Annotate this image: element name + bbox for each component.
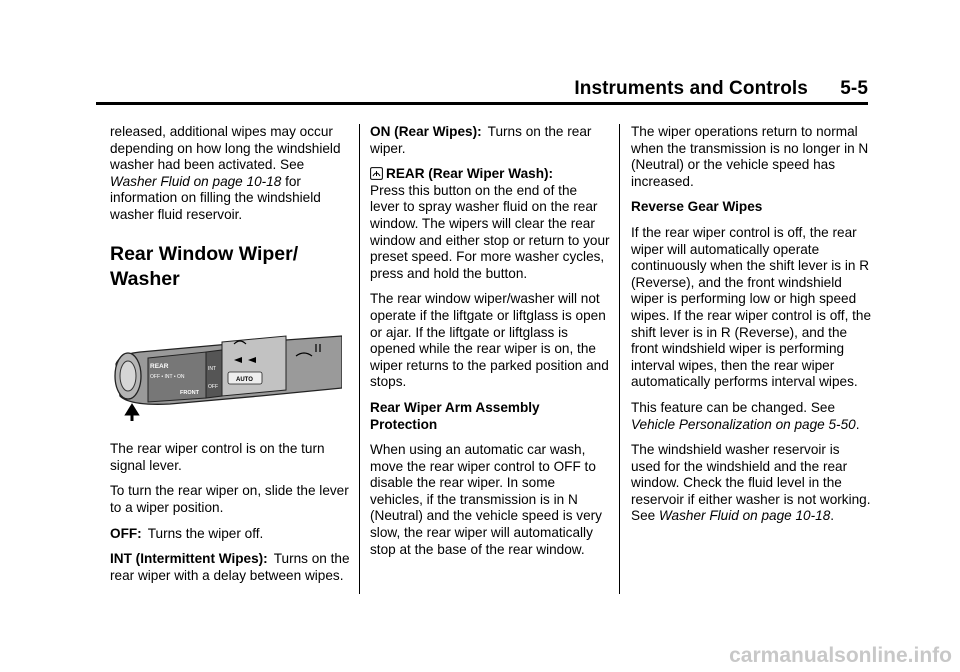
definition-on: ON (Rear Wipes): Turns on the rear wiper. bbox=[370, 124, 592, 156]
column-3 bbox=[631, 124, 871, 534]
definition-off: OFF: Turns the wiper off. bbox=[110, 525, 264, 541]
figure-label-positions: OFF • INT • ON bbox=[150, 373, 185, 380]
paragraph: When using an automatic car wash, move the rear wiper control to OFF to disable the rear wiper. In some vehicles, if the transmission is in N (Neutral) and the vehicle speed is very slow, the rear wiper will automatically stop at the base of the rear window. bbox=[370, 442, 602, 557]
paragraph: The rear wiper control is on the turn signal lever. bbox=[110, 441, 325, 473]
figure-label-off: OFF bbox=[208, 383, 218, 390]
cross-reference-link[interactable]: Washer Fluid on page 10-18 bbox=[110, 173, 282, 189]
subheading: Rear Wiper Arm Assembly Protection bbox=[370, 399, 540, 432]
definition-rear: REAR (Rear Wiper Wash): Press this button on the end of the lever to spray washer fluid on the rear window. The wipers will clear the rear window and either stop or return to your preset speed. For more washer cycles, press and hold the button. bbox=[370, 166, 610, 281]
wiper-lever-figure bbox=[110, 326, 342, 421]
cross-reference-link[interactable]: Washer Fluid on page 10-18 bbox=[658, 508, 831, 524]
page-number: 5-5 bbox=[840, 78, 868, 99]
paragraph: released, additional wipes may occur depending on how long the windshield washer had been activated. See Washer Fluid on page 10-18 for information on filling the windshield washer fluid reservoir. bbox=[110, 124, 341, 222]
figure-label-front: FRONT bbox=[180, 389, 199, 396]
section-title: Rear Window Wiper/ Washer bbox=[110, 242, 299, 290]
column-divider-2 bbox=[619, 124, 620, 594]
paragraph: This feature can be changed. See Vehicle Personalization on page 5-50. bbox=[631, 399, 860, 432]
column-1 bbox=[110, 124, 350, 593]
header-rule bbox=[96, 102, 868, 105]
definition-int: INT (Intermittent Wipes): Turns on the rear wiper with a delay between wipes. bbox=[110, 551, 350, 583]
paragraph: If the rear wiper control is off, the rear wiper will automatically operate continuously when the shift lever is in R (Reverse), and the front windshield wiper is performing low or high speed wipes. If the rear wiper control is off, the shift lever is in R (Reverse), and the front windshield wiper is performing interval wipes, then the rear wiper automatically performs interval wipes. bbox=[631, 224, 872, 390]
figure-label-int: INT bbox=[208, 365, 217, 372]
subheading: Reverse Gear Wipes bbox=[631, 199, 763, 215]
column-2 bbox=[370, 124, 610, 567]
paragraph: The wiper operations return to normal when the transmission is no longer in N (Neutral) or the vehicle speed has increased. bbox=[631, 124, 869, 189]
figure-label-auto: AUTO bbox=[236, 376, 253, 383]
cross-reference-link[interactable]: Vehicle Personalization on page 5-50 bbox=[631, 416, 856, 432]
paragraph: The rear window wiper/washer will not operate if the liftgate or liftglass is open or ajar. If the liftgate or liftglass is opened while the rear wiper is on, the wiper returns to the parked position and stops. bbox=[370, 291, 609, 390]
column-divider-1 bbox=[359, 124, 360, 594]
rear-washer-icon bbox=[370, 167, 383, 180]
paragraph: The windshield washer reservoir is used for the windshield and the rear window. Check the fluid level in the reservoir if either washer is not working. See Washer Fluid on page 10-18. bbox=[631, 442, 871, 524]
paragraph: To turn the rear wiper on, slide the lever to a wiper position. bbox=[110, 483, 349, 515]
watermark: carmanualsonline.info bbox=[729, 644, 952, 667]
page-header-title: Instruments and Controls 5-5 bbox=[574, 78, 868, 99]
figure-label-rear: REAR bbox=[150, 362, 169, 370]
